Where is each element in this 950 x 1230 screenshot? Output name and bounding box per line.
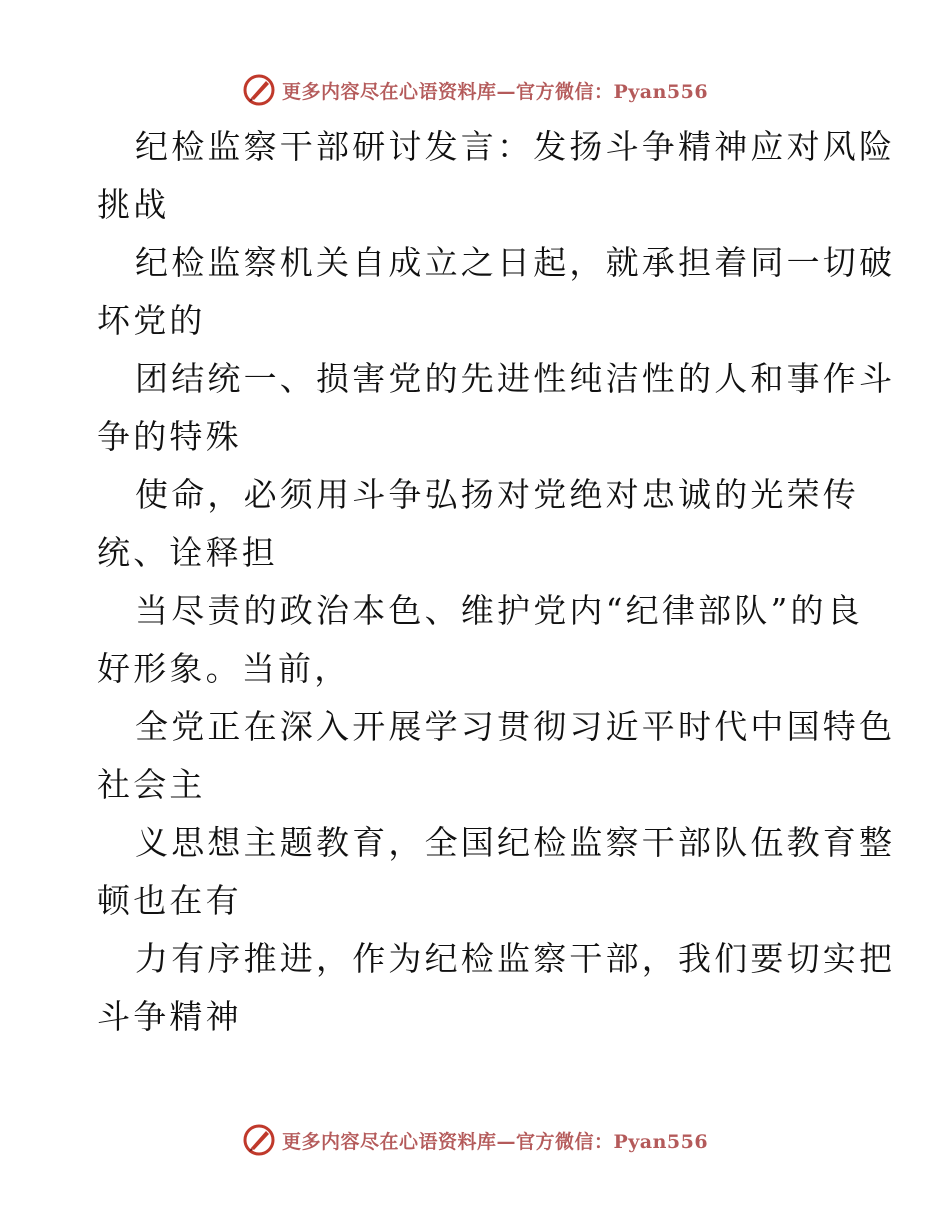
quill-logo-icon bbox=[242, 1123, 276, 1157]
text-line: 挑战 bbox=[97, 185, 170, 224]
document-body bbox=[97, 118, 896, 1046]
watermark-text: 更多内容尽在心语资料库—官方微信：Pyan556 bbox=[281, 1130, 709, 1153]
text-line: 斗争精神 bbox=[97, 997, 242, 1036]
text-line: 好形象。当前， bbox=[97, 649, 351, 688]
watermark-text: 更多内容尽在心语资料库—官方微信：Pyan556 bbox=[281, 80, 709, 103]
text-line: 顿也在有 bbox=[97, 881, 242, 920]
quill-logo-icon bbox=[242, 73, 276, 107]
footer-watermark bbox=[0, 1120, 950, 1160]
text-line: 使命，必须用斗争弘扬对党绝对忠诚的光荣传 bbox=[135, 475, 859, 514]
text-line: 社会主 bbox=[97, 765, 206, 804]
header-watermark bbox=[0, 70, 950, 110]
text-line: 坏党的 bbox=[97, 301, 206, 340]
text-line: 当尽责的政治本色、维护党内“纪律部队”的良 bbox=[135, 591, 863, 630]
text-line: 团结统一、损害党的先进性纯洁性的人和事作斗 bbox=[135, 359, 896, 398]
text-line: 全党正在深入开展学习贯彻习近平时代中国特色 bbox=[135, 707, 896, 746]
text-line: 纪检监察机关自成立之日起，就承担着同一切破 bbox=[135, 243, 896, 282]
text-line: 义思想主题教育，全国纪检监察干部队伍教育整 bbox=[135, 823, 896, 862]
text-line: 纪检监察干部研讨发言：发扬斗争精神应对风险 bbox=[135, 127, 896, 166]
text-line: 统、诠释担 bbox=[97, 533, 278, 572]
text-line: 力有序推进，作为纪检监察干部，我们要切实把 bbox=[135, 939, 896, 978]
text-line: 争的特殊 bbox=[97, 417, 242, 456]
